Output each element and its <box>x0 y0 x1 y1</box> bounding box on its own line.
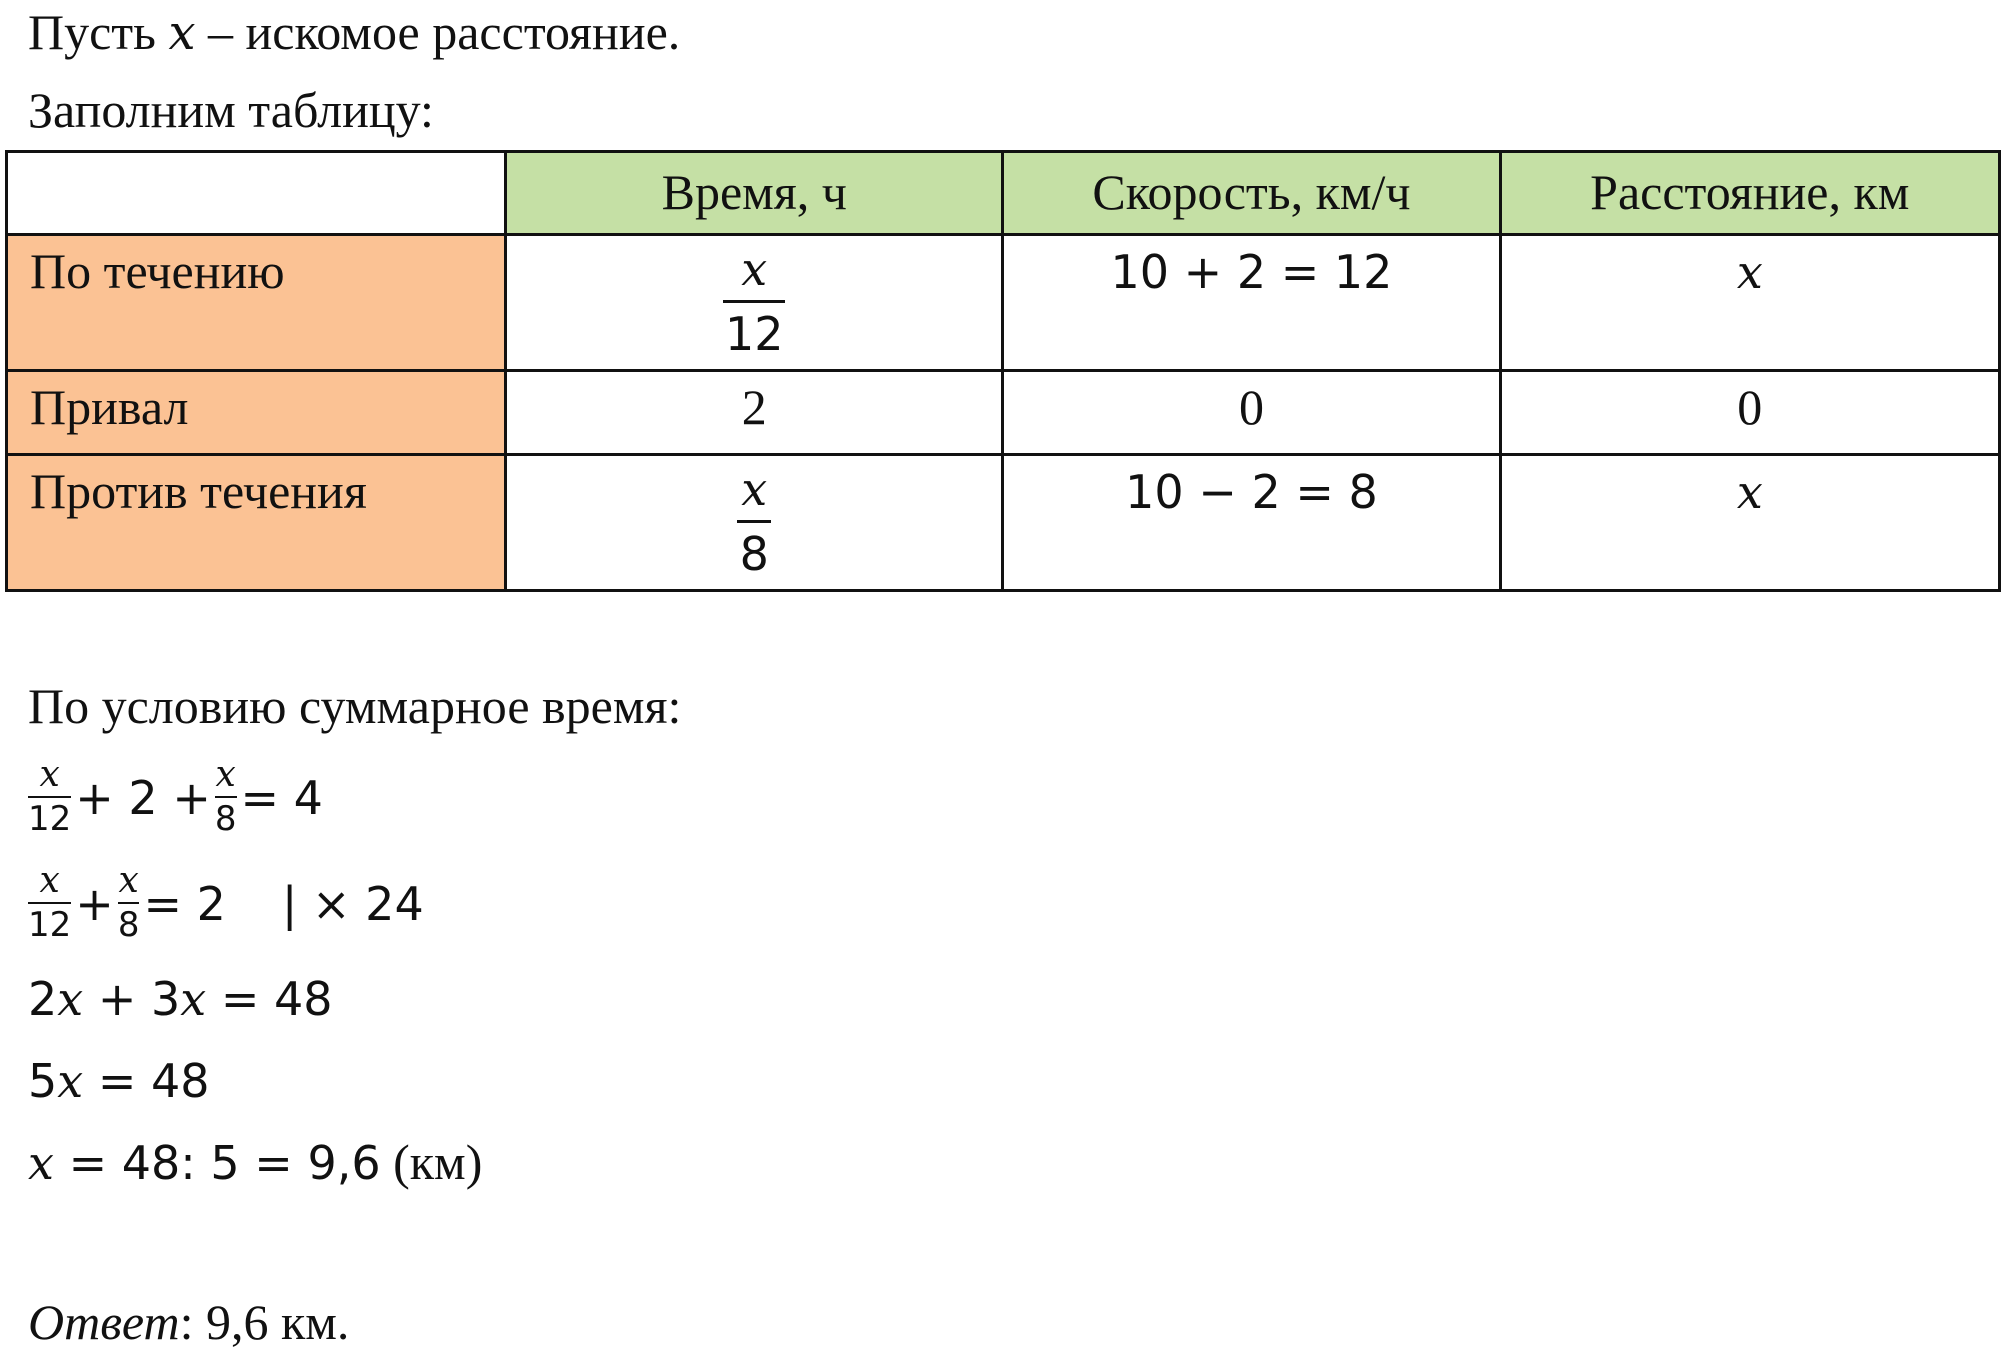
row-label-rest: Привал <box>7 371 506 455</box>
distance-value: x <box>1736 465 1763 519</box>
equation-2 <box>28 858 424 952</box>
equation-3 <box>28 968 333 1029</box>
multiplier-note: | × 24 <box>281 877 424 931</box>
intro-text-before: Пусть <box>28 4 169 60</box>
speed-downstream <box>1003 235 1500 371</box>
equation-rhs: = 48 <box>83 1054 210 1108</box>
fraction <box>723 240 785 363</box>
intro-text-after: – искомое расстояние. <box>195 4 681 60</box>
distance-value: x <box>1736 245 1763 299</box>
row-label-upstream: Против течения <box>7 455 506 591</box>
fraction-numerator: x <box>741 242 768 296</box>
speed-upstream <box>1003 455 1500 591</box>
equation-operator: + 2 + <box>75 771 211 825</box>
fraction <box>737 460 771 583</box>
speed-value: 10 − 2 = 8 <box>1125 465 1378 519</box>
fraction-denominator: 12 <box>725 307 784 361</box>
table-row <box>7 371 2000 455</box>
answer-label: Ответ <box>28 1294 180 1350</box>
fraction-denominator: 8 <box>117 904 140 945</box>
fraction <box>118 860 140 946</box>
distance-rest: 0 <box>1500 371 1999 455</box>
speed-rest: 0 <box>1003 371 1500 455</box>
variable: x <box>57 1054 84 1108</box>
table-header-row <box>7 152 2000 235</box>
fraction-denominator: 8 <box>214 798 237 839</box>
condition-text: По условию суммарное время: <box>28 678 682 734</box>
header-speed: Скорость, км/ч <box>1003 152 1500 235</box>
intro-variable: x <box>168 5 196 61</box>
time-rest: 2 <box>506 371 1003 455</box>
speed-value: 10 + 2 = 12 <box>1110 245 1393 299</box>
fraction-numerator: x <box>39 753 60 795</box>
header-time: Время, ч <box>506 152 1003 235</box>
row-label-downstream: По течению <box>7 235 506 371</box>
table-row <box>7 235 2000 371</box>
answer-line <box>28 1292 349 1352</box>
distance-upstream <box>1500 455 1999 591</box>
header-empty-cell <box>7 152 506 235</box>
fraction-bar <box>737 520 771 523</box>
time-downstream <box>506 235 1003 371</box>
equation-rhs: = 48 <box>206 972 333 1026</box>
fraction-denominator: 12 <box>28 798 72 839</box>
header-distance: Расстояние, км <box>1500 152 1999 235</box>
distance-downstream <box>1500 235 1999 371</box>
fraction-denominator: 8 <box>739 527 769 581</box>
variable: x <box>180 972 207 1026</box>
fraction-numerator: x <box>39 859 60 901</box>
time-upstream <box>506 455 1003 591</box>
equation-operator: + 3 <box>83 972 181 1026</box>
variable: x <box>28 1136 54 1190</box>
equation-result: = 48: 5 = 9,6 <box>53 1136 381 1190</box>
fraction <box>28 860 71 946</box>
unit-label: (км) <box>380 1134 483 1190</box>
equation-5 <box>28 1132 482 1193</box>
equation-4 <box>28 1050 210 1111</box>
data-table <box>5 150 2001 592</box>
coefficient: 5 <box>28 1054 58 1108</box>
fraction-denominator: 12 <box>28 904 72 945</box>
equation-operator: + <box>75 877 114 931</box>
fraction <box>28 754 71 840</box>
intro-line-2: Заполним таблицу: <box>28 82 434 138</box>
fraction <box>215 754 237 840</box>
equation-1 <box>28 752 323 846</box>
intro-line-1 <box>28 2 680 63</box>
fraction-numerator: x <box>215 753 236 795</box>
equation-rhs: = 4 <box>240 771 323 825</box>
coefficient: 2 <box>28 972 58 1026</box>
variable: x <box>57 972 84 1026</box>
table-row <box>7 455 2000 591</box>
fraction-bar <box>723 300 785 303</box>
equation-rhs: = 2 <box>143 877 226 931</box>
fraction-numerator: x <box>118 859 139 901</box>
fraction-numerator: x <box>741 462 768 516</box>
answer-value: : 9,6 км. <box>179 1294 350 1350</box>
